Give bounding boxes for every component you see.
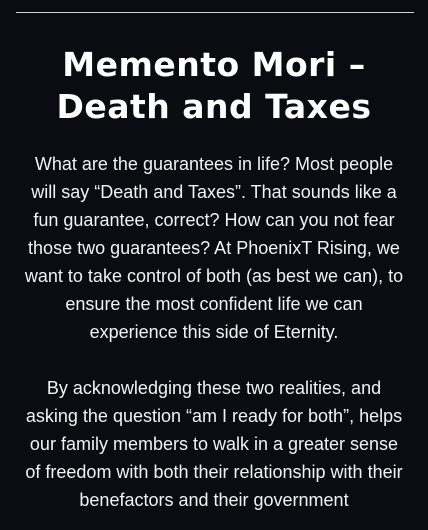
- page-title: Memento Mori – Death and Taxes: [56, 45, 372, 126]
- article-section: [22, 44, 406, 514]
- intro-paragraph: What are the guarantees in life? Most people will say “Death and Taxes”. That sounds like a fun guarantee, correct? How can you not fear those two guarantees? At PhoenixT Rising, we want to take control of both (as best we can), to ensure the most confident life we can experience this side of Eternity.: [24, 154, 404, 342]
- top-divider: [16, 12, 414, 13]
- body-paragraph: By acknowledging these two realities, and asking the question “am I ready for both”, helps our family members to walk in a greater sense of freedom with both their relationship with their benefactors and their government: [25, 378, 403, 510]
